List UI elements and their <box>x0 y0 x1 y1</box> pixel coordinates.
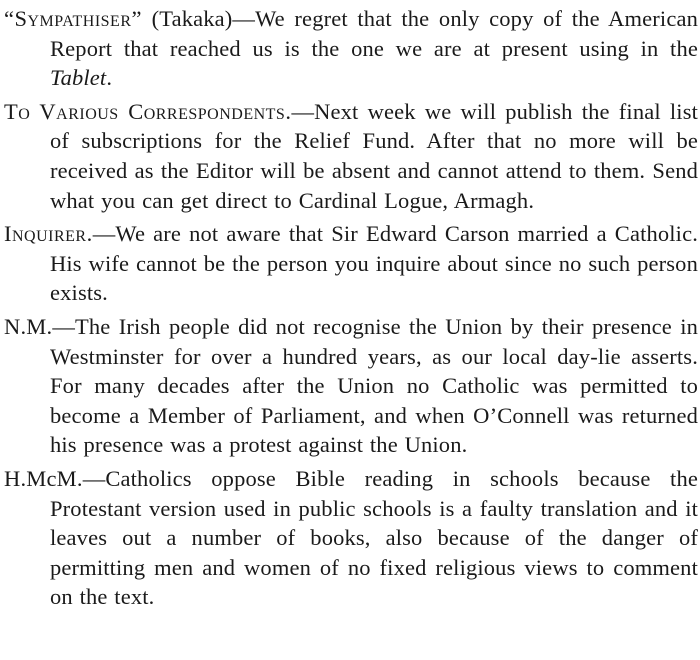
entry-lead: “Sympathiser” <box>4 6 142 31</box>
publication-name: Tablet <box>50 65 107 91</box>
entry-inquirer <box>4 219 698 308</box>
entry-text-tail: . <box>106 65 113 91</box>
entry-text: (Takaka)—We regret that the only copy of the American Report that reached us is the one we are at present using in the <box>50 6 698 61</box>
entry-text: —We are not aware that Sir Edward Carson married a Catholic. His wife cannot be the person you inquire about since no such person exists. <box>50 221 698 306</box>
entry-hmcm <box>4 464 698 612</box>
entry-text: —Next week we will publish the final list of subscriptions for the Relief Fund. After that no more will be received as the Editor will be absent and cannot attend to them. Send what you can get direct to Cardinal Logue, Armagh. <box>50 98 699 213</box>
entry-various-correspondents <box>4 97 698 215</box>
entry-text: —Catholics oppose Bible reading in schools because the Protestant version used in public schools is a faulty translation and it leaves out a number of books, also because of the danger of permitting men and women of no fixed religious views to comment on the text. <box>50 465 698 610</box>
entry-lead: N.M. <box>4 313 53 339</box>
entry-lead: To Various Correspondents. <box>4 98 292 124</box>
entry-nm <box>4 312 698 460</box>
entry-lead: H.McM. <box>4 465 83 491</box>
entry-text: —The Irish people did not recognise the Union by their presence in Westminster for over a hundred years, as our local day-lie asserts. For many decades after the Union no Catholic was permitted to become a Member of Parliament, and when O’Connell was returned his presence was a protest against the Union. <box>50 313 698 458</box>
entry-sympathiser <box>4 4 698 93</box>
entry-lead: Inquirer. <box>4 221 93 247</box>
